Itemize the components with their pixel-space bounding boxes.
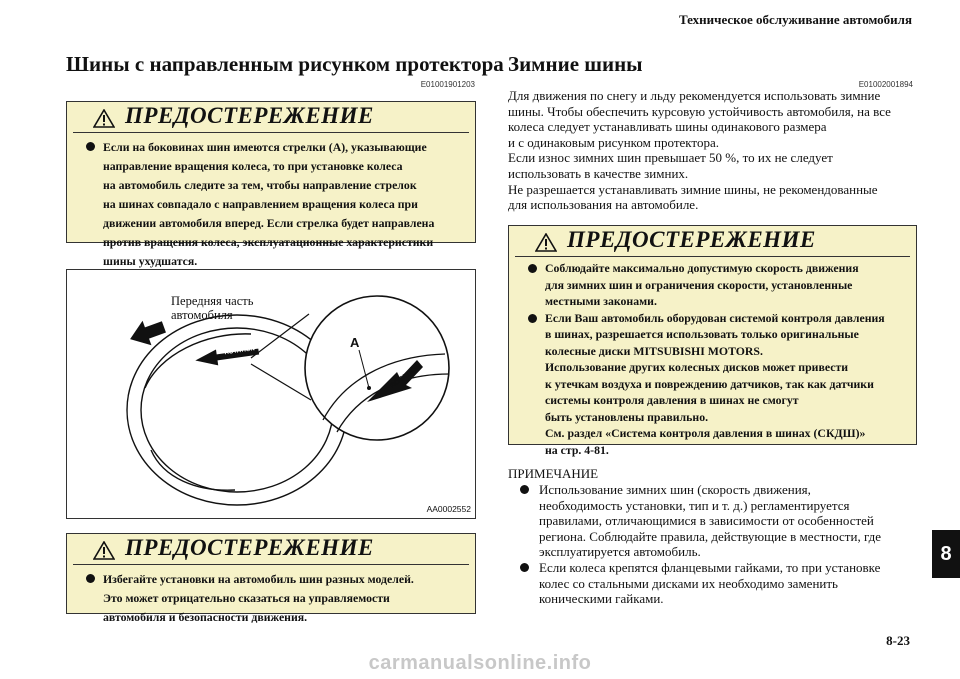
warning-triangle-icon <box>535 233 557 252</box>
warning-item: Если на боковинах шин имеются стрелки (A), указывающие направление вращения колеса, то при установке колеса на автомобиль следите за тем, чтобы направление стрелок на шинах совпадало с направлением вращения колеса при движении автомобиля вперед. Если стрелка будет направлена против вращения колеса, эксплуатационные характеристики шины ухудшатся. <box>67 138 475 271</box>
note-label: ПРИМЕЧАНИЕ <box>508 466 599 481</box>
warning-triangle-icon <box>93 109 115 128</box>
tire-rotation-figure <box>66 269 476 519</box>
section-code: E01002001894 <box>858 80 913 89</box>
figure-caption-front: Передняя часть автомобиля <box>171 294 254 322</box>
warning-item: Соблюдайте максимально допустимую скорость движения для зимних шин и ограничения скорости, установленные местными законами. <box>509 260 916 310</box>
warning-list <box>509 257 916 458</box>
warning-label: ПРЕДОСТЕРЕЖЕНИЕ <box>125 535 374 560</box>
note-item: Использование зимних шин (скорость движения, необходимость установки, тип и т. д.) регламентируется правилами, отличающимися в зависимости от особенностей региона. Соблюдайте правила, действующие в местности, где эксплуатируется автомобиль. <box>508 482 928 560</box>
watermark: carmanualsonline.info <box>368 652 592 674</box>
warning-box-mixed-models <box>66 533 476 624</box>
rotation-text-small: ROTATION <box>224 346 256 357</box>
warning-box-directional <box>66 101 476 268</box>
warning-label: ПРЕДОСТЕРЕЖЕНИЕ <box>567 227 816 252</box>
warning-box-winter <box>508 225 917 457</box>
tire-illustration <box>67 270 475 518</box>
warning-item: Избегайте установки на автомобиль шин разных моделей. Это может отрицательно сказаться на управляемости автомобиля и безопасности движения. <box>67 570 475 627</box>
note-list <box>508 482 928 607</box>
running-header: Техническое обслуживание автомобиля <box>678 12 912 27</box>
front-direction-arrow-icon <box>126 315 169 352</box>
winter-tires-paragraph: Для движения по снегу и льду рекомендуется использовать зимние шины. Чтобы обеспечить курсовую устойчивость автомобиля, на все колеса следует устанавливать шины одинакового размера и с одинаковым рисунком протектора. Если износ зимних шин превышает 50 %, то их не следует использовать в качестве зимних. Не разрешается устанавливать зимние шины, не рекомендованные для использования на автомобиле. <box>508 88 891 213</box>
warning-triangle-icon <box>93 541 115 560</box>
warning-list <box>67 565 475 627</box>
warning-title-bar <box>73 534 469 565</box>
figure-code: AA0002552 <box>426 504 471 514</box>
warning-label: ПРЕДОСТЕРЕЖЕНИЕ <box>125 103 374 128</box>
warning-list <box>67 133 475 271</box>
magnified-detail-icon <box>305 296 449 440</box>
warning-title-bar <box>73 102 469 133</box>
warning-item: Если Ваш автомобиль оборудован системой контроля давления в шинах, разрешается использовать только оригинальные колесные диски MITSUBISHI MOTORS. Использование других колесных дисков может привести к утечкам воздуха и повреждению датчиков, так как датчики системы контроля давления в шинах не смогут быть установлены правильно. См. раздел «Система контроля давления в шинах (СКДШ)» на стр. 4-81. <box>509 310 916 459</box>
chapter-tab: 8 <box>932 530 960 578</box>
note-item: Если колеса крепятся фланцевыми гайками, то при установке колес со стальными дисками их необходимо заменить коническими гайками. <box>508 560 928 607</box>
section-code: E01001901203 <box>420 80 475 89</box>
warning-title-bar <box>515 226 910 257</box>
section-title-winter-tires: Зимние шины <box>508 52 643 76</box>
section-title-directional-tires: Шины с направленным рисунком протектора <box>66 52 504 76</box>
page-number: 8-23 <box>886 633 910 648</box>
rotation-text-large: ROTATION <box>389 363 423 390</box>
marker-a-label: A <box>350 335 360 350</box>
